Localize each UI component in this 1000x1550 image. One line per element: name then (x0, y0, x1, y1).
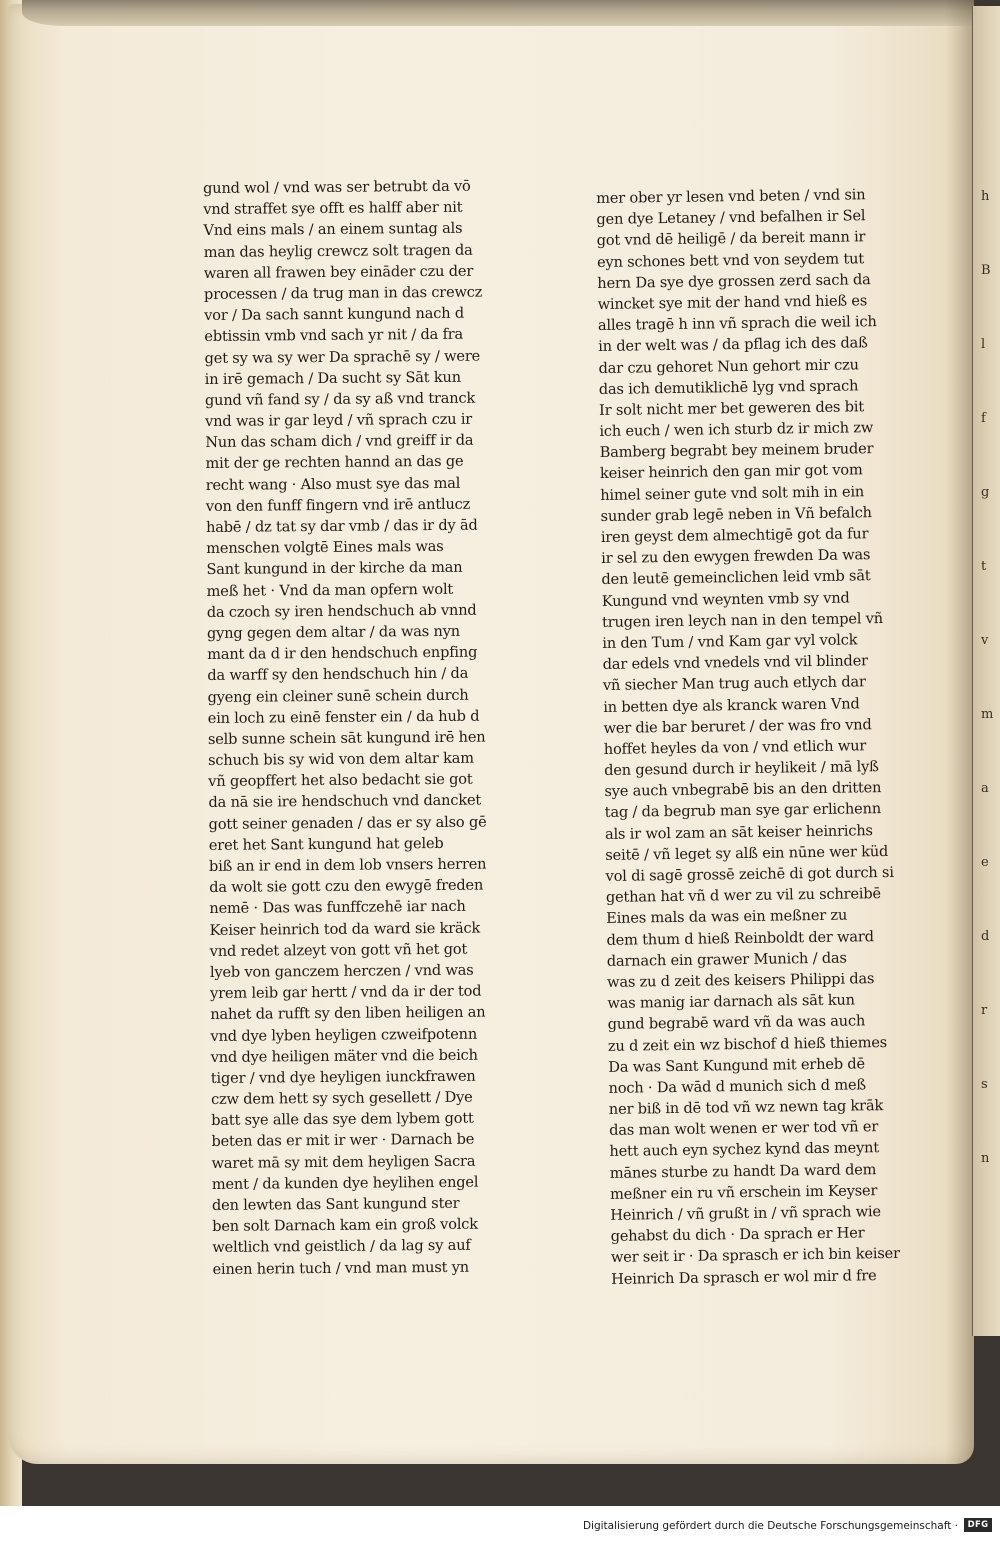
facing-page-letter: g (981, 485, 990, 500)
text-line: gund vñ fand sy / da sy aß vnd tranck (204, 389, 476, 409)
text-line: gund wol / vnd was ser betrubt da vō (203, 177, 471, 197)
text-line: ner biß in dē tod vñ wz newn tag krāk (608, 1097, 884, 1118)
text-line: ich euch / wen ich sturb dz ir mich zw (599, 419, 874, 441)
text-line: den lewten das Sant kungund ster (211, 1194, 460, 1214)
text-line: da wolt sie gott czu den ewygē freden (209, 876, 484, 897)
text-line: selb sunne schein sāt kungund irē hen (207, 728, 486, 748)
text-line: den leutē gemeinclichen leid vmb sāt (601, 567, 871, 589)
text-line: dem thum d hieß Reinboldt der ward (606, 927, 874, 949)
text-line: was zu d zeit des keisers Philippi das (606, 970, 875, 991)
text-line: hett auch eyn sychez kynd das meynt (609, 1139, 880, 1161)
text-line: recht wang · Also must sye das mal (205, 474, 461, 494)
text-line: sye auch vnbegrabē bis an den dritten (604, 779, 882, 801)
text-line: wer die bar beruret / der was fro vnd (603, 715, 872, 737)
text-line: Eines mals da was ein meßner zu (606, 906, 848, 928)
text-line: in betten dye als kranck waren Vnd (603, 694, 860, 716)
text-line: Heinrich Da sprasch er wol mir d fre (611, 1266, 877, 1288)
text-line: sunder grab legē neben in Vñ befalch (600, 503, 872, 525)
text-line: vor / Da sach sannt kungund nach d (204, 304, 465, 325)
text-line: mit der ge rechten hannd an das ge (205, 453, 464, 473)
text-line: Ir solt nicht mer bet geweren des bit (598, 398, 865, 419)
text-line: hoffet heyles da von / vnd etlich wur (603, 737, 867, 758)
text-line: beten das er mit ir wer · Darnach be (211, 1131, 475, 1151)
text-line: nemē · Das was funffczehē iar nach (209, 898, 466, 918)
text-line: noch · Da wād d munich sich d meß (608, 1076, 867, 1097)
text-line: vnd was ir gar leyd / vñ sprach czu ir (205, 410, 473, 431)
text-line: das ich demutiklichē lyg vnd sprach (598, 377, 859, 398)
text-line: schuch bis sy wid von dem altar kam (208, 749, 474, 770)
text-line: vnd redet alzeyt von gott vñ het got (209, 940, 468, 960)
text-line: da czoch sy iren hendschuch ab vnnd (206, 601, 477, 621)
text-line: Kungund vnd weynten vmb sy vnd (601, 589, 850, 610)
facing-page-letter: a (981, 781, 989, 796)
text-line: vnd dye lyben heyligen czweifpotenn (210, 1025, 478, 1045)
facing-page-letter: m (981, 707, 994, 722)
text-line: mant da d ir den hendschuch enpfing (207, 643, 478, 664)
facing-page-letter: h (981, 189, 990, 204)
text-line: waren all frawen bey eināder czu der (203, 262, 474, 282)
text-column-right (596, 183, 956, 1289)
text-line: himel seiner gute vnd solt mih in ein (600, 482, 865, 504)
text-line: mānes sturbe zu handt Da ward dem (609, 1160, 877, 1182)
text-line: vol di sagē grossē zeichē di got durch si (605, 863, 894, 885)
facing-page-letter: B (981, 263, 991, 278)
facing-page-letter: d (981, 929, 990, 944)
text-line: trugen iren leych nan in den tempel vñ (601, 609, 884, 631)
text-column-left (203, 175, 553, 1280)
text-line: hern Da sye dye grossen zerd sach da (597, 270, 871, 292)
text-line: iren geyst dem almechtigē got da fur (600, 525, 869, 546)
facing-page-letter: f (981, 411, 986, 426)
text-line: von den funff fingern vnd irē antlucz (205, 495, 471, 515)
facing-page-letter: n (981, 1151, 990, 1166)
text-line: biß an ir end in dem lob vnsers herren (208, 855, 487, 875)
text-line: darnach ein grawer Munich / das (606, 949, 847, 970)
text-line: da nā sie ire hendschuch vnd dancket (208, 792, 482, 812)
text-line: gen dye Letaney / vnd befalhen ir Sel (596, 207, 866, 229)
facing-page-letter: t (981, 559, 987, 574)
text-line: lyeb von ganczem herczen / vnd was (209, 961, 474, 981)
text-line: in irē gemach / Da sucht sy Sāt kun (204, 368, 461, 388)
text-line: processen / da trug man in das crewcz (203, 283, 483, 303)
text-line: czw dem hett sy sych gesellett / Dye (210, 1088, 473, 1109)
facing-page-letter: l (981, 337, 986, 352)
text-line: was manig iar darnach als sāt kun (607, 991, 855, 1013)
text-line: meßner ein ru vñ erschein im Keyser (609, 1181, 878, 1203)
text-line: vnd straffet sye offt es halff aber nit (203, 198, 463, 219)
text-line: weltlich vnd geistlich / da lag sy auf (212, 1237, 471, 1257)
funding-credit: Digitalisierung gefördert durch die Deutsche Forschungsgemeinschaft · (582, 1520, 958, 1532)
text-line: zu d zeit ein wz bischof d hieß thiemes (607, 1033, 888, 1055)
text-line: Heinrich / vñ grußt in / vñ sprach wie (610, 1203, 882, 1224)
text-line: tiger / vnd dye heyligen iunckfrawen (210, 1067, 476, 1087)
text-line: das man wolt wenen er wer tod vñ er (609, 1118, 879, 1140)
dfg-logo: DFG (964, 1518, 992, 1532)
text-line: gund begrabē ward vñ da was auch (607, 1012, 866, 1034)
text-line: wer seit ir · Da sprasch er ich bin keiser (610, 1245, 900, 1267)
facing-page-letter: s (981, 1077, 988, 1092)
text-line: dar edels vnd vnedels vnd vil blinder (602, 652, 868, 674)
text-line: keiser heinrich den gan mir got vom (599, 461, 863, 483)
text-line: vnd dye heiligen mäter vnd die beich (210, 1046, 478, 1066)
text-line: ben solt Darnach kam ein groß volck (212, 1215, 478, 1236)
text-line: nahet da rufft sy den liben heiligen an (210, 1003, 486, 1024)
text-line: meß het · Vnd da man opfern wolt (206, 580, 454, 600)
page-top-edge (22, 0, 974, 26)
text-line: den gesund durch ir heylikeit / mā lyß (604, 758, 879, 780)
facing-page-edge (972, 6, 1000, 1336)
digitization-footer (0, 1506, 1000, 1550)
text-line: gethan hat vñ d wer zu vil zu schreibē (605, 885, 881, 907)
facing-page-letter: v (981, 633, 989, 648)
text-line: einen herin tuch / vnd man must yn (212, 1258, 469, 1278)
text-line: vñ geopffert het also bedacht sie got (208, 770, 473, 791)
text-line: batt sye alle das sye dem lybem gott (211, 1109, 474, 1130)
text-line: wincket sye mit der hand vnd hieß es (597, 292, 868, 313)
text-line: gott seiner genaden / das er sy also gē (208, 813, 487, 833)
text-line: menschen volgtē Eines mals was (206, 538, 444, 558)
text-line: ment / da kunden dye heylihen engel (211, 1173, 479, 1193)
text-line: Keiser heinrich tod da ward sie kräck (209, 919, 481, 939)
text-line: vñ siecher Man trug auch etlych dar (602, 673, 866, 695)
text-line: gyeng ein cleiner sunē schein durch (207, 686, 469, 706)
text-line: ein loch zu einē fenster ein / da hub d (207, 707, 480, 727)
text-line: eyn schones bett vnd von seydem tut (596, 249, 865, 271)
text-line: Vnd eins mals / an einem suntag als (203, 220, 463, 240)
text-line: Sant kungund in der kirche da man (206, 559, 463, 579)
text-line: gehabst du dich · Da sprach er Her (610, 1224, 865, 1246)
text-line: dar czu gehoret Nun gehort mir czu (598, 355, 859, 377)
text-line: alles tragē h inn vñ sprach die weil ich (597, 313, 877, 335)
text-line: Bamberg begrabt bey meinem bruder (599, 440, 874, 462)
text-line: da warff sy den hendschuch hin / da (207, 665, 469, 685)
text-line: gyng gegen dem altar / da was nyn (206, 622, 461, 642)
text-line: Nun das scham dich / vnd greiff ir da (205, 431, 474, 452)
text-line: waret mā sy mit dem heyligen Sacra (211, 1152, 476, 1172)
text-line: Da was Sant Kungund mit erheb dē (608, 1055, 866, 1076)
text-line: got vnd dē heiligē / da bereit mann ir (596, 228, 866, 250)
text-line: man das heylig crewcz solt tragen da (203, 241, 473, 261)
text-line: als ir wol zam an sāt keiser heinrichs (604, 821, 873, 843)
text-line: habē / dz tat sy dar vmb / das ir dy ād (205, 516, 478, 536)
facing-page-letter: e (981, 855, 989, 870)
text-line: ebtissin vmb vnd sach yr nit / da fra (204, 326, 464, 346)
text-line: in der welt was / da pflag ich des daß (598, 334, 868, 356)
text-line: seitē / vñ leget sy alß ein nūne wer küd (605, 842, 889, 864)
text-line: in den Tum / vnd Kam gar vyl volck (602, 631, 858, 652)
text-line: mer ober yr lesen vnd beten / vnd sin (596, 186, 866, 207)
facing-page-letter: r (981, 1003, 988, 1018)
text-line: eret het Sant kungund hat geleb (208, 834, 444, 854)
text-line: yrem leib gar hertt / vnd da ir der tod (210, 982, 482, 1003)
text-line: ir sel zu den ewygen frewden Da was (601, 546, 871, 568)
text-line: get sy wa sy wer Da sprachē sy / were (204, 347, 481, 367)
text-line: tag / da begrub man sye gar erlichenn (604, 800, 882, 822)
